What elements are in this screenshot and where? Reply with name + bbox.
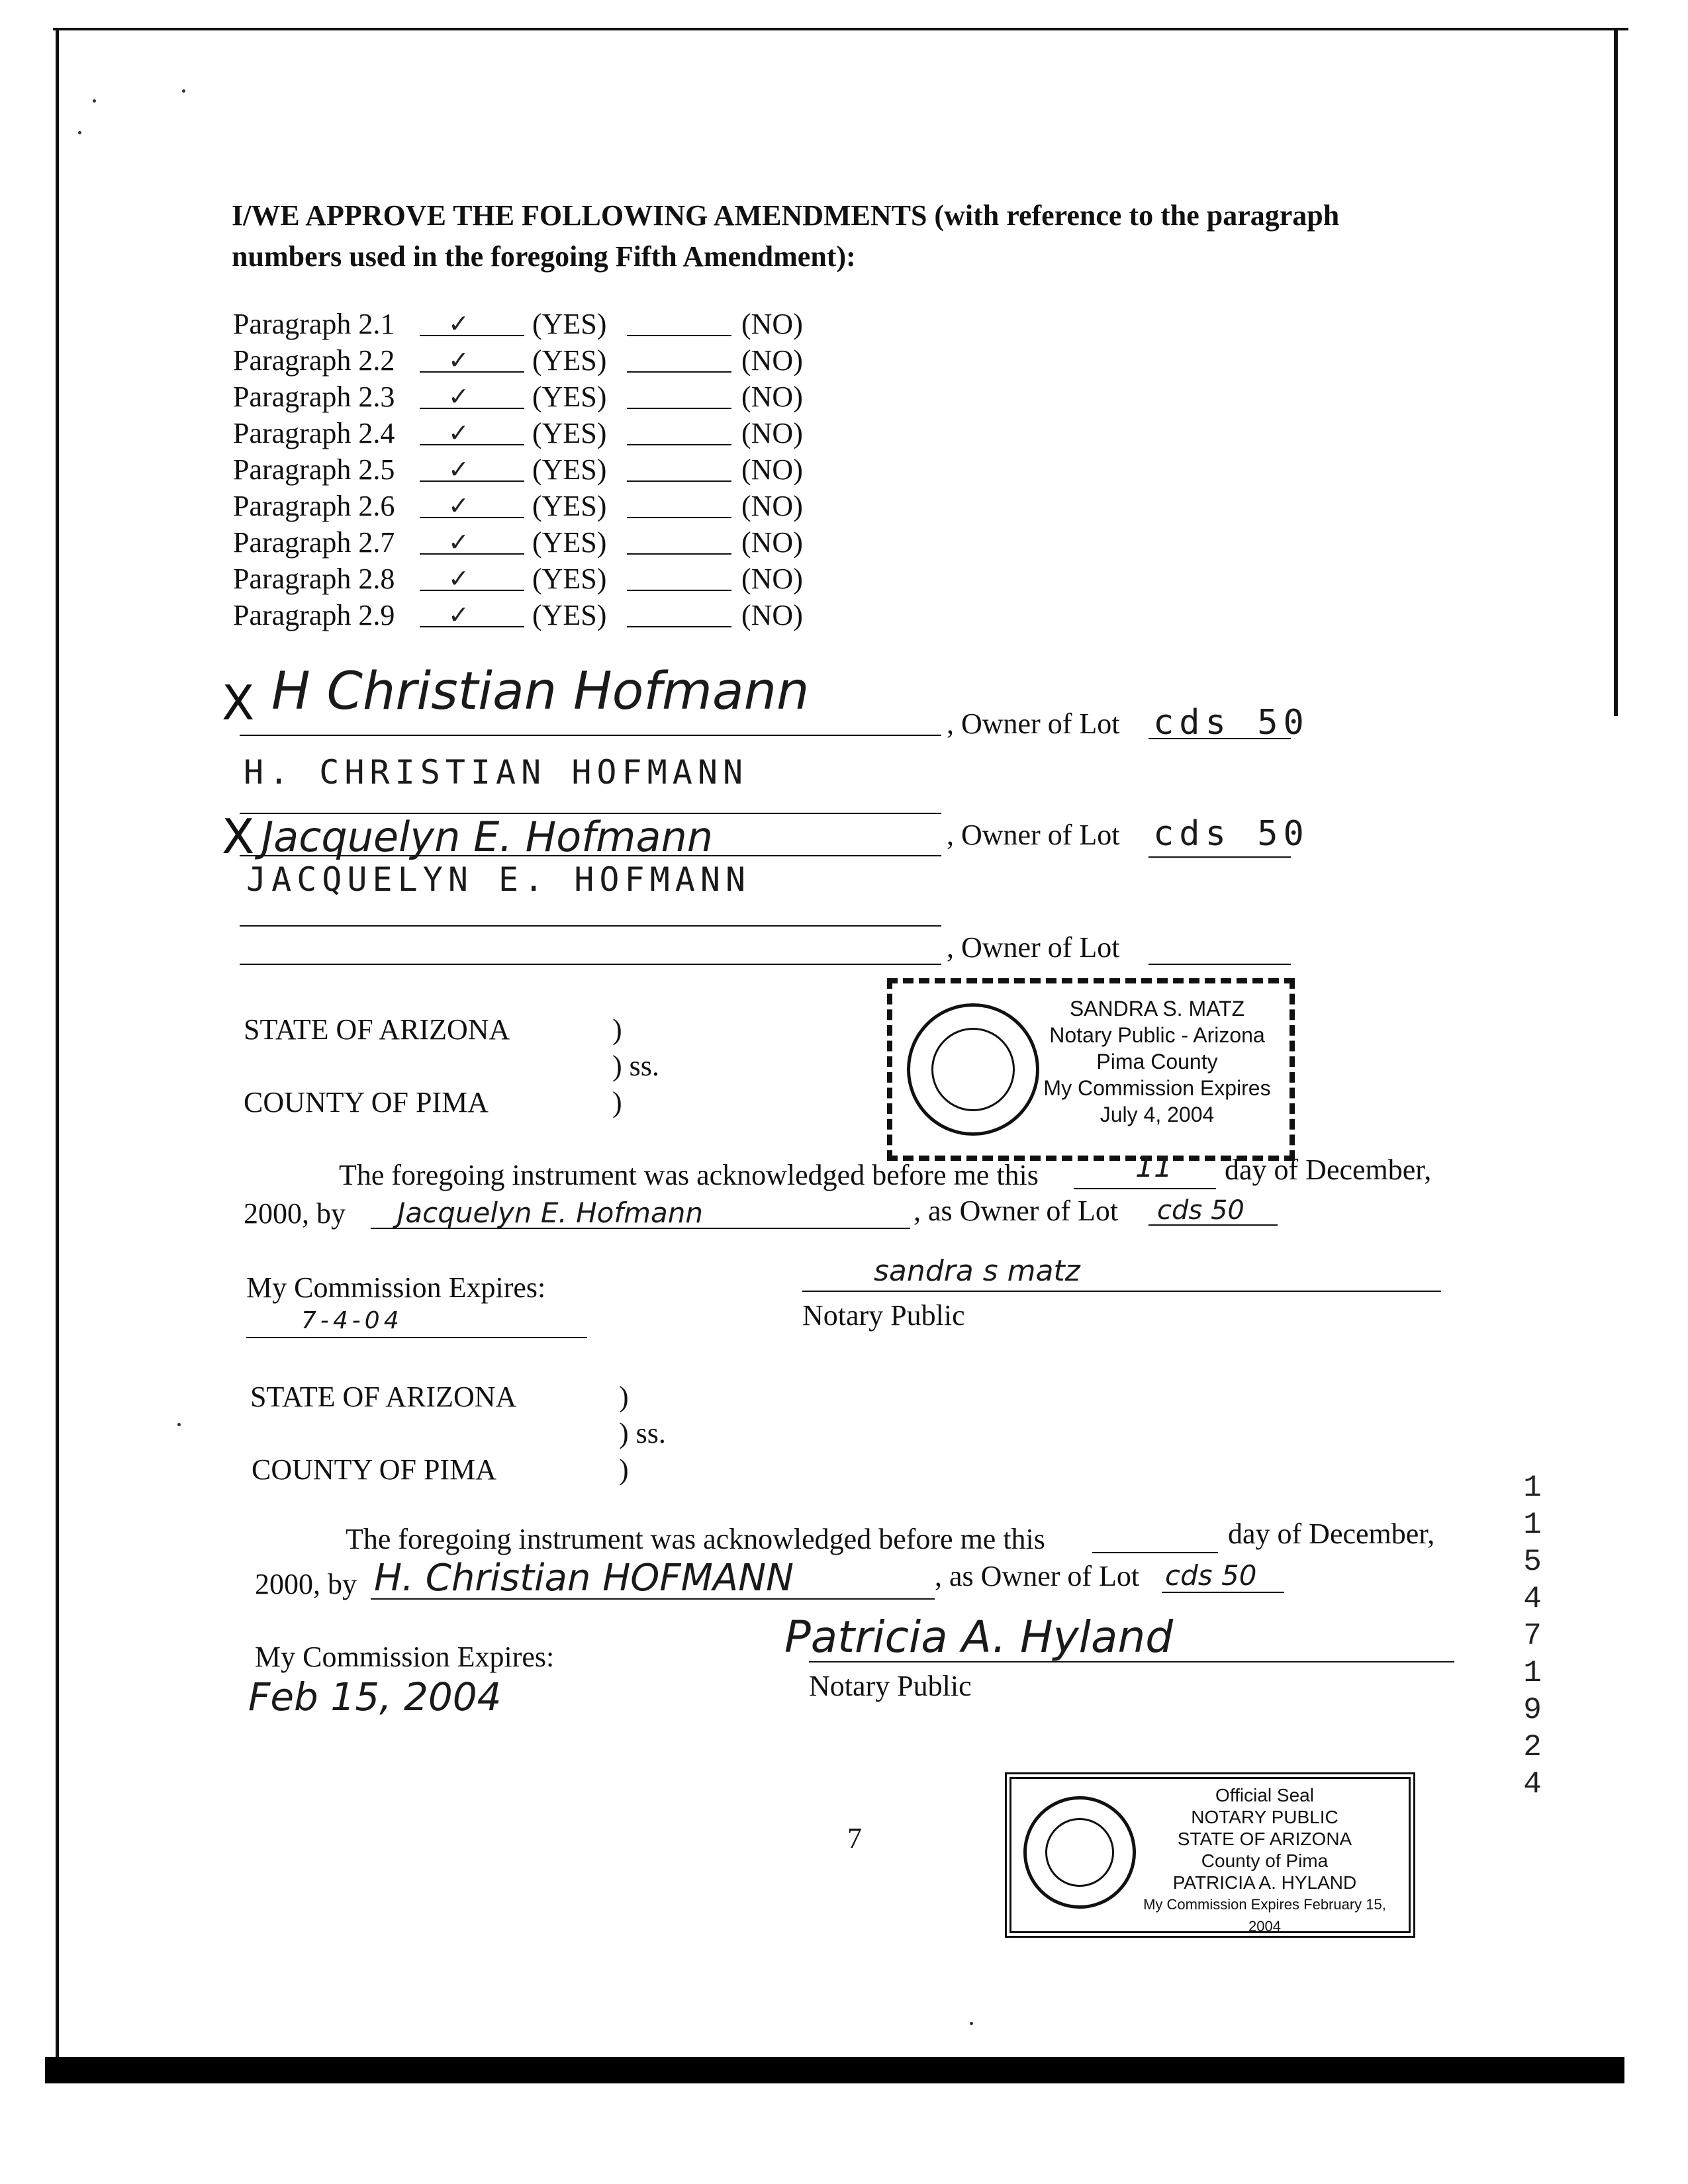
county-label: COUNTY OF PIMA — [244, 1086, 489, 1118]
scan-speck — [93, 99, 96, 103]
scan-border-top — [53, 28, 1628, 30]
venue-paren: ) — [612, 1086, 622, 1118]
state-seal-icon — [1023, 1796, 1136, 1909]
owner-lot-label: , Owner of Lot — [947, 707, 1120, 740]
commission-label: My Commission Expires: — [255, 1641, 555, 1673]
paragraph-label: Paragraph 2.2 — [233, 344, 395, 377]
signature-x-mark: X — [222, 809, 255, 864]
owner-lot-label: , as Owner of Lot — [914, 1195, 1119, 1227]
check-mark-icon: ✓ — [448, 455, 469, 484]
no-blank[interactable] — [627, 379, 731, 409]
state-seal-icon — [907, 1003, 1039, 1136]
commission-date: Feb 15, 2004 — [248, 1674, 502, 1719]
paragraph-label: Paragraph 2.5 — [233, 453, 395, 486]
no-label: (NO) — [741, 453, 803, 486]
owner-signature-line[interactable] — [240, 964, 941, 965]
owner-signature: Jacquelyn E. Hofmann — [261, 813, 714, 861]
acknowledgment-suffix: day of December, — [1225, 1154, 1432, 1186]
check-mark-icon: ✓ — [448, 600, 469, 629]
paragraph-label: Paragraph 2.1 — [233, 308, 395, 340]
scan-speck — [970, 2022, 973, 2025]
yes-label: (YES) — [532, 599, 607, 631]
owner-lot-value: cds 50 — [1165, 1559, 1257, 1592]
no-blank[interactable] — [627, 451, 731, 482]
owner-name-line — [240, 925, 941, 927]
paragraph-label: Paragraph 2.8 — [233, 563, 395, 595]
check-mark-icon: ✓ — [448, 491, 469, 520]
no-label: (NO) — [741, 344, 803, 377]
yes-label: (YES) — [532, 417, 607, 449]
county-label: COUNTY OF PIMA — [252, 1453, 496, 1486]
owner-signature-line[interactable] — [240, 855, 941, 856]
owner-printed-name: JACQUELYN E. HOFMANN — [246, 860, 751, 899]
owner-lot-label: , Owner of Lot — [947, 931, 1120, 964]
yes-blank[interactable] — [420, 306, 524, 336]
no-label: (NO) — [741, 381, 803, 413]
owner-lot-value: cds 50 — [1153, 703, 1309, 743]
scan-speck — [78, 131, 81, 134]
amendments-heading: I/WE APPROVE THE FOLLOWING AMENDMENTS (with reference to the paragraph numbers used in the foregoing Fifth Amendment): — [232, 199, 1340, 273]
yes-blank[interactable] — [420, 415, 524, 445]
year-by-label: 2000, by — [255, 1568, 357, 1600]
notary-stamp — [887, 978, 1295, 1161]
day-value: 11 — [1135, 1150, 1172, 1184]
yes-blank[interactable] — [420, 342, 524, 373]
by-name-signature: H. Christian HOFMANN — [374, 1557, 794, 1600]
owner-signature-line[interactable] — [240, 735, 941, 736]
paragraph-label: Paragraph 2.6 — [233, 490, 395, 522]
owner-lot-blank[interactable] — [1149, 964, 1291, 965]
yes-label: (YES) — [532, 453, 607, 486]
venue-paren: ) — [619, 1381, 629, 1413]
owner-lot-value: cds 50 — [1153, 814, 1309, 854]
no-label: (NO) — [741, 563, 803, 595]
yes-label: (YES) — [532, 344, 607, 377]
no-label: (NO) — [741, 308, 803, 340]
stamp-line: July 4, 2004 — [1100, 1103, 1215, 1126]
notary-signature-line[interactable] — [809, 1661, 1454, 1662]
commission-date-blank[interactable] — [246, 1337, 587, 1338]
owner-lot-label: , as Owner of Lot — [935, 1560, 1140, 1592]
state-label: STATE OF ARIZONA — [250, 1381, 517, 1413]
paragraph-label: Paragraph 2.7 — [233, 526, 395, 559]
signature-x-mark: X — [222, 675, 255, 731]
yes-label: (YES) — [532, 381, 607, 413]
no-label: (NO) — [741, 417, 803, 449]
no-blank[interactable] — [627, 597, 731, 627]
stamp-line: STATE OF ARIZONA — [1177, 1829, 1352, 1849]
by-name-signature: Jacquelyn E. Hofmann — [397, 1197, 704, 1229]
stamp-line: Official Seal — [1215, 1785, 1314, 1805]
stamp-line: Notary Public - Arizona — [1049, 1023, 1265, 1047]
owner-lot-label: , Owner of Lot — [947, 819, 1120, 851]
yes-blank[interactable] — [420, 561, 524, 591]
yes-label: (YES) — [532, 308, 607, 340]
yes-blank[interactable] — [420, 379, 524, 409]
venue-paren: ) — [612, 1013, 622, 1046]
venue-ss: ) ss. — [619, 1417, 666, 1449]
check-mark-icon: ✓ — [448, 564, 469, 593]
stamp-line: PATRICIA A. HYLAND — [1172, 1872, 1357, 1893]
year-by-label: 2000, by — [244, 1197, 346, 1230]
no-label: (NO) — [741, 526, 803, 559]
stamp-line: County of Pima — [1201, 1850, 1329, 1871]
yes-label: (YES) — [532, 490, 607, 522]
scan-border-left — [56, 28, 59, 2079]
acknowledgment-prefix: The foregoing instrument was acknowledged before me this — [339, 1159, 1039, 1191]
owner-printed-name: H. CHRISTIAN HOFMANN — [244, 753, 749, 792]
owner-lot-value: cds 50 — [1157, 1195, 1244, 1226]
no-blank[interactable] — [627, 306, 731, 336]
notary-public-label: Notary Public — [809, 1670, 972, 1702]
no-label: (NO) — [741, 599, 803, 631]
venue-ss: ) ss. — [612, 1050, 659, 1082]
notary-public-label: Notary Public — [802, 1299, 965, 1332]
scan-speck — [177, 1423, 181, 1426]
notary-signature: sandra s matz — [874, 1254, 1080, 1288]
stamp-line: Pima County — [1096, 1050, 1218, 1073]
stamp-line: My Commission Expires — [1043, 1076, 1271, 1100]
page-number: 7 — [847, 1822, 862, 1854]
no-blank[interactable] — [627, 561, 731, 591]
paragraph-label: Paragraph 2.9 — [233, 599, 395, 631]
no-label: (NO) — [741, 490, 803, 522]
side-document-number: 11547 1924 — [1523, 1471, 1542, 1801]
scan-border-right — [1614, 28, 1618, 716]
check-mark-icon: ✓ — [448, 309, 469, 338]
stamp-line: My Commission Expires February 15, 2004 — [1143, 1896, 1386, 1934]
stamp-line: SANDRA S. MATZ — [1069, 997, 1245, 1021]
check-mark-icon: ✓ — [448, 527, 469, 557]
acknowledgment-suffix: day of December, — [1228, 1518, 1435, 1550]
no-blank[interactable] — [627, 415, 731, 445]
commission-label: My Commission Expires: — [246, 1271, 546, 1304]
day-blank[interactable] — [1074, 1188, 1216, 1189]
scan-speck — [182, 89, 185, 93]
no-blank[interactable] — [627, 488, 731, 518]
day-blank[interactable] — [1092, 1552, 1218, 1553]
owner-lot-blank[interactable] — [1162, 1592, 1284, 1593]
yes-blank[interactable] — [420, 597, 524, 627]
yes-label: (YES) — [532, 563, 607, 595]
no-blank[interactable] — [627, 342, 731, 373]
acknowledgment-prefix: The foregoing instrument was acknowledged before me this — [346, 1523, 1045, 1555]
yes-blank[interactable] — [420, 524, 524, 555]
stamp-line: NOTARY PUBLIC — [1191, 1807, 1338, 1827]
no-blank[interactable] — [627, 524, 731, 555]
scan-border-bottom — [45, 2057, 1624, 2083]
check-mark-icon: ✓ — [448, 418, 469, 447]
paragraph-label: Paragraph 2.3 — [233, 381, 395, 413]
check-mark-icon: ✓ — [448, 345, 469, 375]
state-label: STATE OF ARIZONA — [244, 1013, 510, 1046]
paragraph-label: Paragraph 2.4 — [233, 417, 395, 449]
owner-lot-blank[interactable] — [1149, 856, 1291, 858]
yes-blank[interactable] — [420, 451, 524, 482]
owner-signature: H Christian Hofmann — [271, 662, 810, 721]
notary-signature: Patricia A. Hyland — [784, 1612, 1174, 1662]
venue-paren: ) — [619, 1453, 629, 1486]
notary-signature-line[interactable] — [802, 1291, 1441, 1292]
official-seal-stamp — [1005, 1772, 1415, 1938]
yes-blank[interactable] — [420, 488, 524, 518]
check-mark-icon: ✓ — [448, 382, 469, 411]
commission-date: 7-4-04 — [301, 1307, 403, 1334]
yes-label: (YES) — [532, 526, 607, 559]
